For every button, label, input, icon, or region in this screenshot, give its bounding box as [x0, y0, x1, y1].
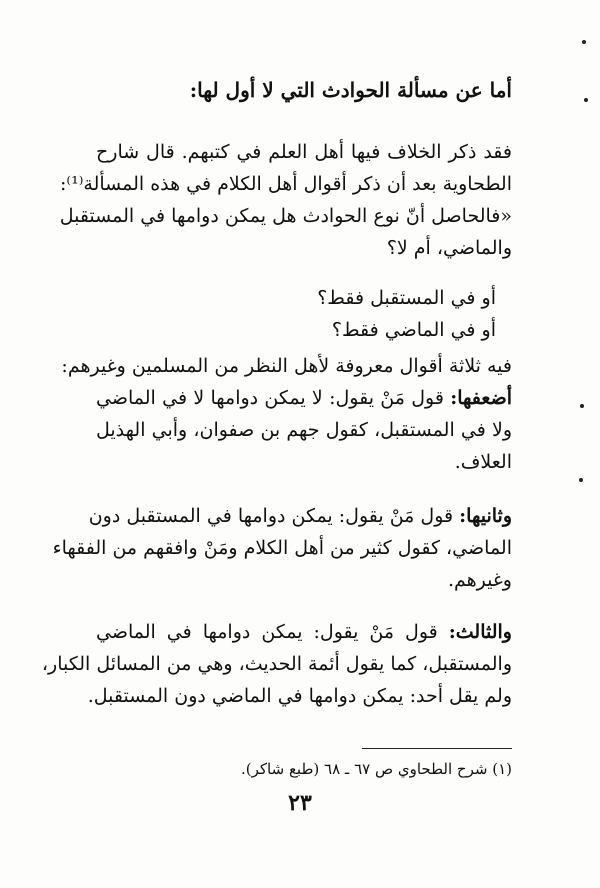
second-opinion-text: قول مَنْ يقول: يمكن دوامها في المستقبل دون: [88, 505, 454, 527]
text-line: ولا في المستقبل، كقول جهم بن صفوان، وأبي الهذيل: [96, 419, 512, 441]
text-line: فقد ذكر الخلاف فيها أهل العلم في كتبهم. قال شارح: [96, 141, 512, 163]
text-line: وغيرهم.: [447, 569, 512, 591]
text-line: أو في الماضي فقط؟: [331, 319, 496, 341]
footnote-divider: [362, 748, 512, 749]
text-line: والماضي، أم لا؟: [386, 237, 512, 259]
third-opinion-text: قول مَنْ يقول: يمكن دوامها في الماضي: [96, 621, 438, 643]
first-opinion-label: أضعفها:: [450, 387, 512, 409]
text-line: ولم يقل أحد: يمكن دوامها في الماضي دون المستقبل.: [87, 685, 512, 707]
first-opinion-text: قول مَنْ يقول: لا يمكن دوامها لا في الماضي: [96, 387, 444, 409]
third-opinion-line: [96, 617, 512, 647]
scan-speck: [582, 40, 586, 44]
text-line: الماضي، كقول كثير من أهل الكلام ومَنْ وافقهم من الفقهاء: [52, 537, 512, 559]
text-line: العلاف.: [454, 451, 512, 473]
first-opinion-line: [96, 383, 512, 413]
text-line: والمستقبل، كما يقول أئمة الحديث، وهي من المسائل الكبار،: [41, 653, 512, 675]
text-line: أو في المستقبل فقط؟: [317, 287, 496, 309]
section-heading: أما عن مسألة الحوادث التي لا أول لها:: [189, 78, 512, 102]
second-opinion-line: [88, 501, 512, 531]
footnote: (١) شرح الطحاوي ص ٦٧ ـ ٦٨ (طبع شاكر).: [241, 760, 512, 778]
page-number: ٢٣: [288, 790, 312, 816]
scan-speck: [579, 478, 583, 482]
third-opinion-label: والثالث:: [448, 621, 512, 643]
text-line: الطحاوية بعد أن ذكر أقوال أهل الكلام في هذه المسألة⁽¹⁾:: [60, 173, 512, 195]
scan-speck: [584, 98, 588, 102]
text-line: «فالحاصل أنّ نوع الحوادث هل يمكن دوامها في المستقبل: [59, 205, 512, 227]
scan-speck: [580, 404, 584, 408]
second-opinion-label: وثانيها:: [459, 505, 512, 527]
text-line: فيه ثلاثة أقوال معروفة لأهل النظر من المسلمين وغيرهم:: [61, 355, 512, 377]
